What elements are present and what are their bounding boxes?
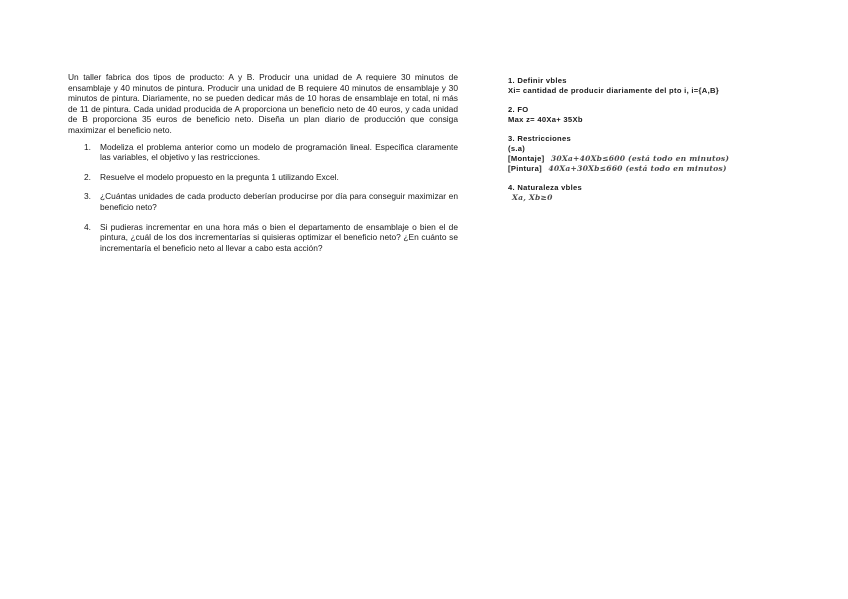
question-item <box>68 172 458 183</box>
nonnegativity-expression <box>508 193 808 203</box>
solution-notes <box>508 76 808 212</box>
constraint-expression: 30Xa+40Xb≤600 (está todo en minutos) <box>550 154 730 163</box>
constraint-tag: [Montaje] <box>508 154 545 163</box>
section-nature <box>508 183 808 203</box>
question-number: 3. <box>84 191 91 202</box>
question-text: Resuelve el modelo propuesto en la pregunta 1 utilizando Excel. <box>100 171 339 182</box>
question-item <box>68 191 458 212</box>
section-heading: 4. Naturaleza vbles <box>508 183 583 192</box>
questions-list <box>68 142 458 254</box>
question-text: Modeliza el problema anterior como un modelo de programación lineal. Especifica claramente las variables, el objetivo y las restricciones. <box>100 141 458 163</box>
constraint-expression: 40Xa+30Xb≤660 (está todo en minutos) <box>548 164 727 173</box>
section-heading: 1. Definir vbles <box>508 76 567 85</box>
objective-function: Max z= 40Xa+ 35Xb <box>508 115 583 124</box>
question-item <box>68 142 458 163</box>
question-number: 4. <box>84 221 91 232</box>
section-variables <box>508 76 808 96</box>
question-text: ¿Cuántas unidades de cada producto deberían producirse por día para conseguir maximizar en beneficio neto? <box>100 191 458 212</box>
question-text: Si pudieras incrementar en una hora más o bien el departamento de ensamblaje o bien el de pintura, ¿cuál de los dos incrementarías si quisieras optimizar el beneficio neto? ¿En cuánto se incrementaría el beneficio neto al llevar a cabo esta acción? <box>100 221 458 253</box>
question-number: 2. <box>84 171 91 182</box>
section-objective <box>508 105 808 125</box>
variables-definition: Xi= cantidad de producir diariamente del pto i, i={A,B} <box>508 86 720 95</box>
question-item <box>68 222 458 254</box>
subject-to-label: (s.a) <box>508 144 526 153</box>
constraint-pintura <box>508 164 808 174</box>
problem-paragraph: Un taller fabrica dos tipos de producto: A y B. Producir una unidad de A requiere 30 minutos de ensamblaje y 40 minutos de pintura. Producir una unidad de B requiere 40 minutos de ensamblaje y 30 minutos de pintura. Diariamente, no se pueden dedicar más de 10 horas de ensamblaje en total, ni más de 11 de pintura. Cada unidad producida de A proporciona un beneficio neto de 40 euros, y cada unidad de B proporciona 35 euros de beneficio neto. Diseña un plan diario de producción que consiga maximizar el beneficio neto. <box>68 72 458 135</box>
constraint-tag: [Pintura] <box>508 164 542 173</box>
section-heading: 2. FO <box>508 105 529 114</box>
problem-statement <box>68 72 458 262</box>
nonnegativity-math: Xa, Xb≥0 <box>512 193 553 202</box>
section-constraints <box>508 134 808 174</box>
section-heading: 3. Restricciones <box>508 134 572 143</box>
constraint-montaje <box>508 154 808 164</box>
question-number: 1. <box>84 141 91 152</box>
